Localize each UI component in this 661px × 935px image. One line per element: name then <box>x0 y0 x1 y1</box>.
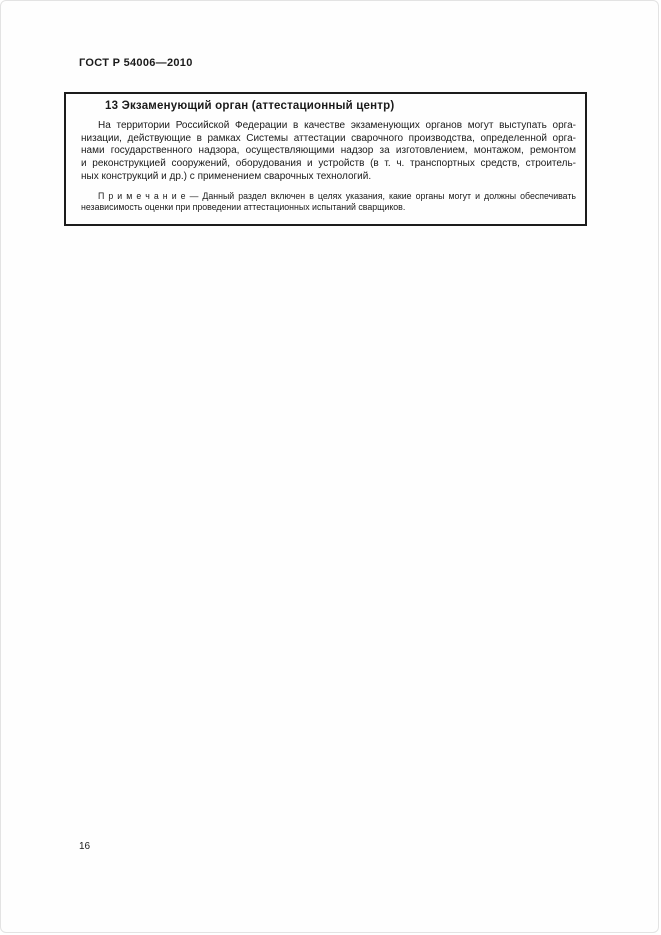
section-paragraph <box>81 120 576 184</box>
note-line: П р и м е ч а н и е — Данный раздел включен в целях указания, какие органы могут и должны обеспечивать <box>98 190 576 201</box>
paragraph-line: ных конструкций и др.) с применением сварочных технологий. <box>81 170 372 182</box>
section-heading: 13 Экзаменующий орган (аттестационный центр) <box>105 100 395 112</box>
paragraph-line: и реконструкцией сооружений, оборудования и устройств (в т. ч. транспортных средств, строитель- <box>81 158 576 170</box>
paragraph-line: низации, действующие в рамках Системы аттестации сварочного производства, определенной орга- <box>81 132 576 144</box>
section-note <box>81 191 576 213</box>
page-number: 16 <box>79 841 91 852</box>
paragraph-line: На территории Российской Федерации в качестве экзаменующих органов могут выступать орга- <box>98 120 576 131</box>
paragraph-line: нами государственного надзора, осуществляющими надзор за изготовлением, монтажом, ремонтом <box>81 145 576 157</box>
section-13-box <box>64 92 587 226</box>
document-header-standard-number: ГОСТ Р 54006—2010 <box>79 57 193 69</box>
note-line: независимость оценки при проведении аттестационных испытаний сварщиков. <box>81 201 406 212</box>
